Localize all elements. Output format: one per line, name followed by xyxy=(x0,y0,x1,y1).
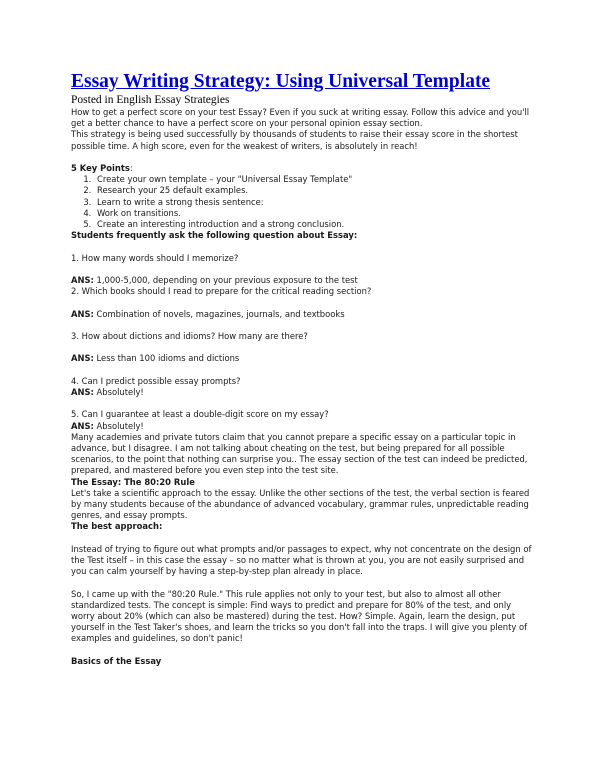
intro-paragraph: How to get a perfect score on your test Essay? Even if you suck at writing essay. Follow this advice and you'll get a better chance to have a perfect score on your personal opinion essay section. xyxy=(71,107,530,129)
rule-paragraph: Let's take a scientific approach to the essay. Unlike the other sections of the test, the verbal section is feared by many students because of the abundance of advanced vocabulary, grammar rules, unpredictable reading genres, and essay prompts. xyxy=(71,487,530,521)
article xyxy=(71,70,533,667)
basics-heading-text: Basics of the Essay xyxy=(71,655,162,666)
approach-paragraph: Instead of trying to figure out what prompts and/or passages to expect, why not concentrate on the design of the Test itself – in this case the essay – so no matter what is thrown at you, you are not easily surprised and you can calm yourself by having a step-by-step plan already in place. xyxy=(71,543,532,577)
answer-text: Absolutely! xyxy=(93,420,144,431)
key-points-list xyxy=(71,174,533,230)
list-item: 5. Create an interesting introduction and a strong conclusion. xyxy=(94,219,533,230)
list-item: 4. Work on transitions. xyxy=(94,208,533,219)
question-2: 2. Which books should I read to prepare for the critical reading section? xyxy=(71,286,372,297)
list-item: 2. Research your 25 default examples. xyxy=(94,185,533,196)
ans-label: ANS: xyxy=(71,386,94,397)
faq-heading-text: Students frequently ask the following question about Essay: xyxy=(71,230,358,241)
answer-4 xyxy=(71,387,533,398)
rule-heading-text: The Essay: The 80:20 Rule xyxy=(71,476,195,487)
key-points-heading xyxy=(71,163,533,174)
answer-2 xyxy=(71,309,533,320)
article-title-link[interactable]: Essay Writing Strategy: Using Universal Template xyxy=(71,71,491,92)
intro-paragraph: This strategy is being used successfully by thousands of students to raise their essay score in the shortest possible time. A high score, even for the weakest of writers, is absolutely in reach! xyxy=(71,129,518,151)
question-4: 4. Can I predict possible essay prompts? xyxy=(71,375,241,386)
key-points-label: 5 Key Points xyxy=(71,163,130,173)
list-item: 1. Create your own template – your "Universal Essay Template" xyxy=(94,174,533,185)
answer-1 xyxy=(71,275,533,286)
ans-label: ANS: xyxy=(71,420,94,431)
approach-heading-text: The best approach: xyxy=(71,521,163,532)
question-1: 1. How many words should I memorize? xyxy=(71,252,239,263)
question-3: 3. How about dictions and idioms? How many are there? xyxy=(71,330,308,341)
list-item: 3. Learn to write a strong thesis sentence: xyxy=(94,197,533,208)
approach-heading xyxy=(71,521,533,532)
answer-text: Combination of novels, magazines, journals, and textbooks xyxy=(93,308,345,319)
answer-text: Absolutely! xyxy=(93,386,144,397)
answer-text: 1,000-5,000, depending on your previous exposure to the test xyxy=(93,275,358,285)
posted-in-category: Posted in English Essay Strategies xyxy=(71,94,230,106)
basics-heading xyxy=(71,656,533,667)
ans-label: ANS: xyxy=(71,275,94,285)
rule-explanation-paragraph: So, I came up with the "80:20 Rule." This rule applies not only to your test, but also to almost all other standardized tests. The concept is simple: Find ways to predict and prepare for 80% of the test, and only worry about 20% (which can also be mastered) during the test. How? Simple. Again, learn the design, put yourself in the Test Taker's shoes, and learn the tricks so you don't fall into the traps. I will give you plenty of examples and guidelines, so don't panic! xyxy=(71,588,528,644)
faq-heading xyxy=(71,230,533,241)
answer-5 xyxy=(71,421,533,432)
answer-3 xyxy=(71,353,533,364)
key-points-colon: : xyxy=(129,163,133,173)
question-5: 5. Can I guarantee at least a double-digit score on my essay? xyxy=(71,409,329,420)
ans-label: ANS: xyxy=(71,308,94,319)
rule-heading xyxy=(71,477,533,488)
ans-label: ANS: xyxy=(71,353,94,364)
answer-text: Less than 100 idioms and dictions xyxy=(93,353,240,364)
academies-paragraph: Many academies and private tutors claim that you cannot prepare a specific essay on a particular topic in advance, but I disagree. I am not talking about cheating on the test, but being prepared for all possible scenarios, to the point that nothing can surprise you.. The essay section of the test can indeed be predicted, prepared, and mastered before you even step into the test site. xyxy=(71,431,528,476)
